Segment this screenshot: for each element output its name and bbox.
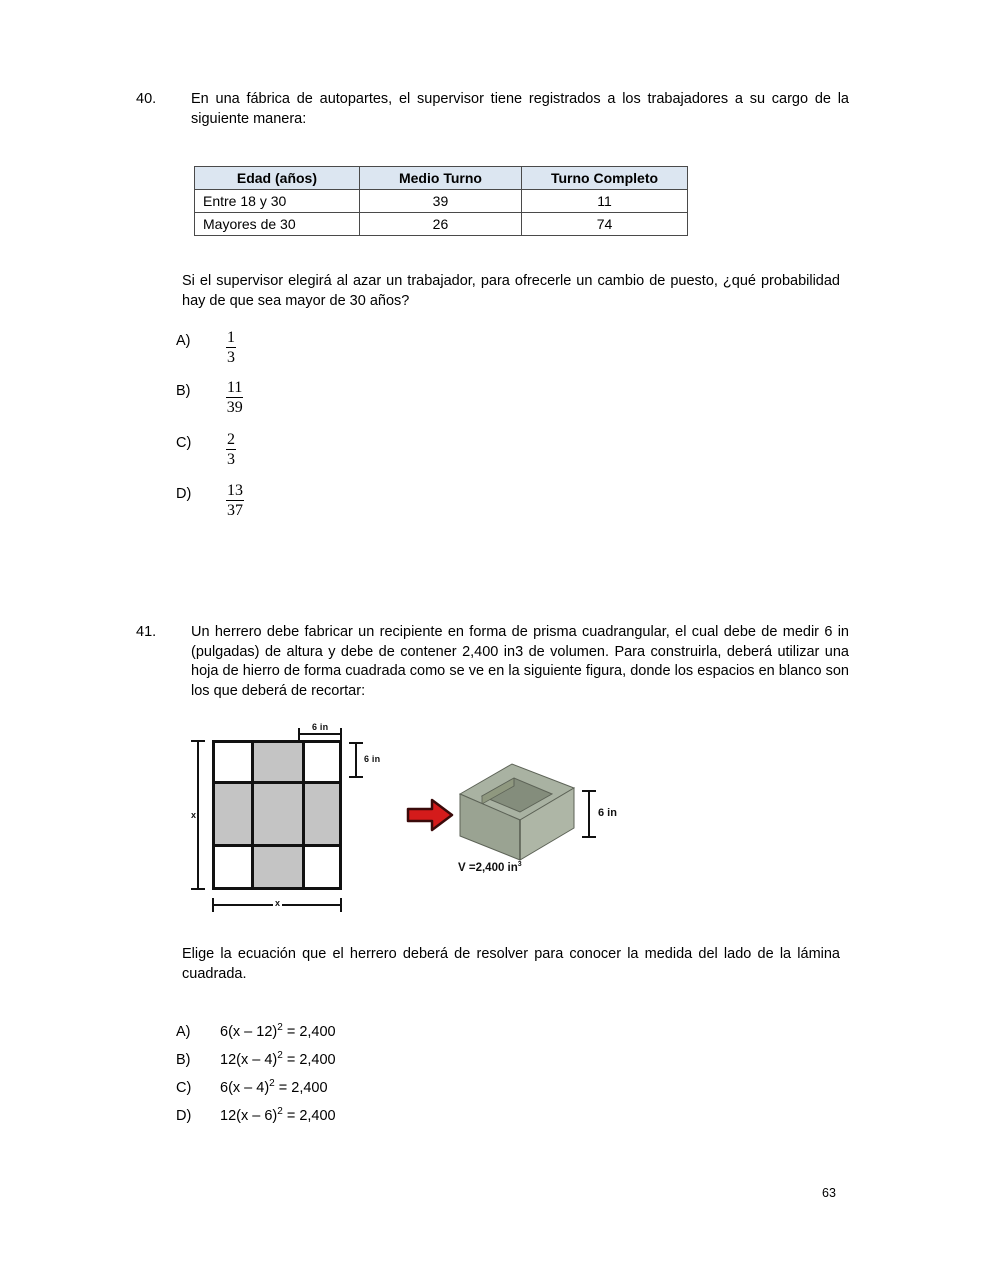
cell-full-shift-1: 11 <box>522 190 688 213</box>
option-letter: C) <box>176 1080 192 1096</box>
open-box-svg <box>452 758 582 873</box>
sheet-right-dim-cap-top <box>349 742 363 744</box>
sheet-left-dim-line <box>197 740 199 890</box>
cell-half-shift-1: 39 <box>359 190 521 213</box>
equation-lhs: 12(x – 6) <box>220 1108 278 1124</box>
option-letter: B) <box>176 383 191 399</box>
question-41-number: 41. <box>136 624 157 640</box>
question-40-option-a[interactable] <box>176 329 236 371</box>
sheet-flap-left <box>215 784 251 844</box>
open-box-figure <box>452 758 622 898</box>
box-height-label: 6 in <box>598 807 617 819</box>
sheet-bottom-dim-cap-right <box>340 898 342 912</box>
sheet-grid <box>212 740 342 890</box>
page-number: 63 <box>822 1186 836 1200</box>
fraction-denominator: 3 <box>227 349 235 367</box>
cell-age-range-2: Mayores de 30 <box>195 213 360 236</box>
fraction-denominator: 37 <box>227 502 243 520</box>
question-40-option-c[interactable] <box>176 431 236 473</box>
sheet-left-dim-cap-top <box>191 740 205 742</box>
fraction-numerator: 1 <box>226 329 236 348</box>
question-41-option-d[interactable] <box>176 1108 336 1124</box>
fraction-13-37 <box>226 482 244 520</box>
box-volume-text: V =2,400 in <box>458 862 518 874</box>
question-41-prompt: Elige la ecuación que el herrero deberá de resolver para conocer la medida del lado de la lámina cuadrada. <box>182 946 840 982</box>
fraction-denominator: 3 <box>227 451 235 469</box>
box-height-dim-cap-bottom <box>582 836 596 838</box>
equation-exponent: 2 <box>277 1050 283 1062</box>
equation-rhs: = 2,400 <box>282 1052 336 1068</box>
sheet-flap-top <box>254 743 302 781</box>
table-row <box>195 213 688 236</box>
equation-lhs: 6(x – 4) <box>220 1080 270 1096</box>
question-40-option-d[interactable] <box>176 482 244 524</box>
table-row <box>195 190 688 213</box>
box-volume-exponent: 3 <box>517 861 522 869</box>
box-height-dim-cap-top <box>582 790 596 792</box>
sheet-fold-line-vertical-right <box>302 743 305 887</box>
question-40-stem: En una fábrica de autopartes, el supervisor tiene registrados a los trabajadores a su cargo de la siguiente manera: <box>191 91 849 127</box>
sheet-right-dim-cap-bottom <box>349 776 363 778</box>
question-41-option-c[interactable] <box>176 1080 328 1096</box>
equation-lhs: 12(x – 4) <box>220 1052 278 1068</box>
option-letter: D) <box>176 1108 192 1124</box>
sheet-top-dim-cap-left <box>298 728 300 740</box>
sheet-fold-line-horizontal-top <box>215 781 339 784</box>
table-header-half-shift: Medio Turno <box>359 167 521 190</box>
sheet-top-dim-line <box>298 733 342 735</box>
sheet-top-dim-label: 6 in <box>312 722 329 732</box>
sheet-left-dim-cap-bottom <box>191 888 205 890</box>
table-header-row <box>195 167 688 190</box>
workers-table <box>194 166 688 236</box>
option-letter: C) <box>176 435 192 451</box>
sheet-flap-right <box>305 784 339 844</box>
option-letter: B) <box>176 1052 191 1068</box>
equation-exponent: 2 <box>277 1106 283 1118</box>
cell-half-shift-2: 26 <box>359 213 521 236</box>
sheet-right-dim-line <box>355 742 357 778</box>
sheet-fold-line-horizontal-bottom <box>215 844 339 847</box>
fraction-11-39 <box>226 379 243 417</box>
question-41-option-a[interactable] <box>176 1024 336 1040</box>
cell-age-range-1: Entre 18 y 30 <box>195 190 360 213</box>
question-40-prompt: Si el supervisor elegirá al azar un trabajador, para ofrecerle un cambio de puesto, ¿qué probabilidad hay de que sea mayor de 30 años? <box>182 273 840 309</box>
option-letter: A) <box>176 1024 191 1040</box>
equation-lhs: 6(x – 12) <box>220 1024 278 1040</box>
box-volume-label <box>458 862 522 874</box>
equation-rhs: = 2,400 <box>282 1024 336 1040</box>
box-height-dim-line <box>588 790 590 838</box>
sheet-bottom-dim-cap-left <box>212 898 214 912</box>
equation-rhs: = 2,400 <box>274 1080 328 1096</box>
sheet-base <box>254 784 302 844</box>
sheet-cut-corner-top-left <box>215 743 251 781</box>
fraction-2-3 <box>226 431 236 469</box>
fraction-numerator: 2 <box>226 431 236 450</box>
equation-exponent: 2 <box>269 1078 275 1090</box>
question-40-number: 40. <box>136 91 157 107</box>
sheet-right-dim-label: 6 in <box>364 754 381 764</box>
fraction-numerator: 11 <box>226 379 243 398</box>
red-right-arrow-icon <box>406 797 454 833</box>
equation-rhs: = 2,400 <box>282 1108 336 1124</box>
sheet-flap-bottom <box>254 847 302 887</box>
fraction-1-3 <box>226 329 236 367</box>
question-40-option-b[interactable] <box>176 379 243 421</box>
equation-exponent: 2 <box>277 1022 283 1034</box>
square-sheet-figure <box>190 722 390 917</box>
sheet-fold-line-vertical-left <box>251 743 254 887</box>
sheet-left-dim-label: x <box>191 810 197 820</box>
fraction-numerator: 13 <box>226 482 244 501</box>
option-letter: D) <box>176 486 192 502</box>
sheet-bottom-dim-label: x <box>275 898 281 908</box>
fraction-denominator: 39 <box>226 399 243 417</box>
option-letter: A) <box>176 333 191 349</box>
cell-full-shift-2: 74 <box>522 213 688 236</box>
sheet-top-dim-cap-right <box>340 728 342 740</box>
sheet-cut-corner-bottom-right <box>305 847 339 887</box>
question-41-stem: Un herrero debe fabricar un recipiente en forma de prisma cuadrangular, el cual debe de medir 6 in (pulgadas) de altura y debe de contener 2,400 in3 de volumen. Para construirla, deberá utilizar una hoja de hierro de forma cuadrada como se ve en la siguiente figura, donde los espacios en blanco son los que deberá de recortar: <box>191 624 849 699</box>
sheet-cut-corner-top-right <box>305 743 339 781</box>
question-41-option-b[interactable] <box>176 1052 336 1068</box>
table-header-age: Edad (años) <box>195 167 360 190</box>
sheet-cut-corner-bottom-left <box>215 847 251 887</box>
table-header-full-shift: Turno Completo <box>522 167 688 190</box>
